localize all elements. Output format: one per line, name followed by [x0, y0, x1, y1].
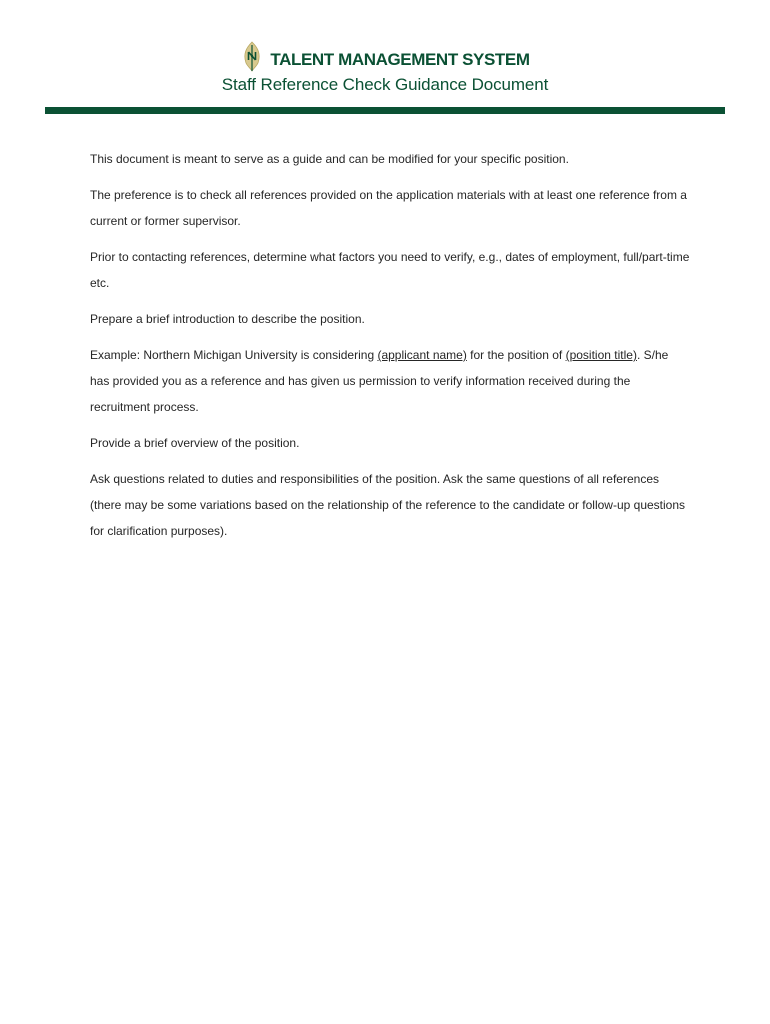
paragraph-questions: Ask questions related to duties and responsibilities of the position. Ask the same questions of all references (there may be some variations based on the relationship of the reference to the candidate or follow-up questions for clarification purposes). — [90, 472, 686, 538]
nmu-leaf-logo-icon — [240, 41, 264, 73]
position-title-placeholder: (position title) — [565, 348, 637, 362]
document-header — [0, 40, 770, 95]
example-text-part3: . S/he has provided you as a reference and has given us permission to verify information received during the recruitment process. — [90, 348, 669, 414]
document-subtitle: Staff Reference Check Guidance Document — [221, 75, 549, 94]
paragraph-prior-contact: Prior to contacting references, determine what factors you need to verify, e.g., dates of employment, full/part-time etc. — [90, 250, 690, 290]
paragraph-purpose: This document is meant to serve as a guide and can be modified for your specific position. — [90, 152, 569, 166]
paragraph-example — [90, 342, 690, 420]
paragraph-overview: Provide a brief overview of the position. — [90, 436, 300, 450]
example-text-part2: for the position of — [466, 348, 566, 362]
header-divider — [45, 107, 725, 114]
applicant-name-placeholder: (applicant name) — [377, 348, 467, 362]
title-row — [0, 40, 770, 74]
system-title: TALENT MANAGEMENT SYSTEM — [270, 50, 530, 69]
paragraph-introduction: Prepare a brief introduction to describe the position. — [90, 312, 365, 326]
paragraph-preference: The preference is to check all references provided on the application materials with at least one reference from a current or former supervisor. — [90, 188, 687, 228]
example-text-part1: Example: Northern Michigan University is considering — [90, 348, 378, 362]
document-body — [90, 146, 690, 554]
